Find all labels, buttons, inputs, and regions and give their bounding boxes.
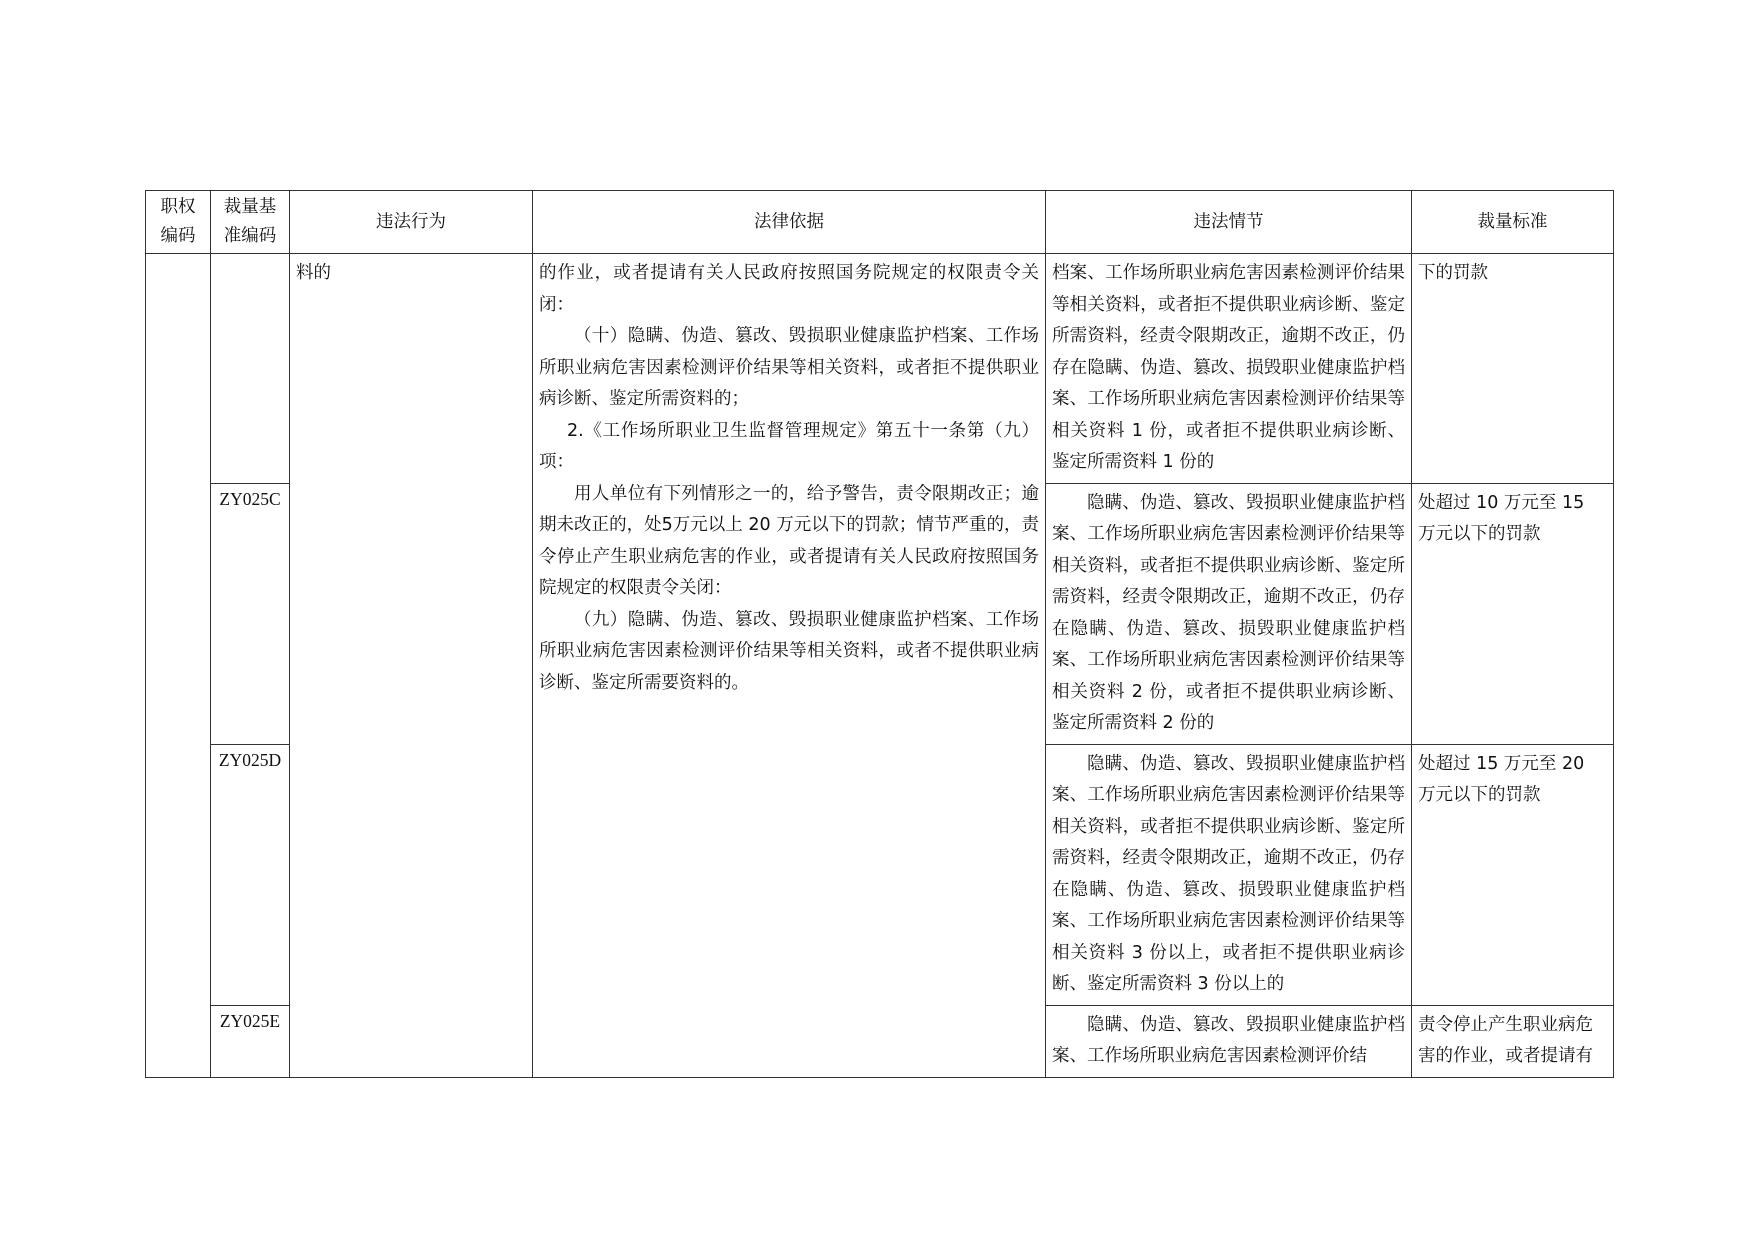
header-violation: 违法行为 (290, 191, 533, 254)
header-discretion-code: 裁量基准编码 (211, 191, 290, 254)
header-authority-code: 职权编码 (146, 191, 211, 254)
circumstance-cell (1046, 744, 1412, 1005)
standard-cell (1412, 483, 1614, 744)
legal-basis-paragraph: 的作业，或者提请有关人民政府按照国务院规定的权限责令关闭： (539, 263, 1039, 315)
circumstance-text: 隐瞒、伪造、篡改、毁损职业健康监护档案、工作场所职业病危害因素检测评价结 (1052, 1014, 1405, 1066)
standard-cell (1412, 254, 1614, 484)
header-circumstances: 违法情节 (1046, 191, 1412, 254)
authority-code-cell (146, 254, 211, 1078)
discretion-code-cell: ZY025D (211, 744, 290, 1005)
header-standard: 裁量标准 (1412, 191, 1614, 254)
legal-basis-paragraph: （十）隐瞒、伪造、篡改、毁损职业健康监护档案、工作场所职业病危害因素检测评价结果等相关资料，或者拒不提供职业病诊断、鉴定所需资料的； (539, 326, 1039, 409)
discretion-standard-table (145, 190, 1614, 1078)
legal-basis-cell (533, 254, 1046, 1078)
standard-text: 责令停止产生职业病危害的作业，或者提请有 (1418, 1014, 1593, 1066)
standard-cell (1412, 1005, 1614, 1077)
violation-text: 料的 (296, 263, 331, 283)
legal-basis-paragraph: （九）隐瞒、伪造、篡改、毁损职业健康监护档案、工作场所职业病危害因素检测评价结果等相关资料，或者不提供职业病诊断、鉴定所需要资料的。 (539, 609, 1039, 693)
circumstance-text: 隐瞒、伪造、篡改、毁损职业健康监护档案、工作场所职业病危害因素检测评价结果等相关资料，或者拒不提供职业病诊断、鉴定所需资料，经责令限期改正，逾期不改正，仍存在隐瞒、伪造、篡改、损毁职业健康监护档案、工作场所职业病危害因素检测评价结果等相关资料 3 份以上，或者拒不提供职业病诊断、鉴定所需资料 3 份以上的 (1052, 753, 1405, 994)
circumstance-cell (1046, 483, 1412, 744)
table-row (146, 254, 1614, 484)
standard-text: 处超过 15 万元至 20 万元以下的罚款 (1418, 753, 1585, 805)
standard-cell (1412, 744, 1614, 1005)
legal-basis-paragraph: 2.《工作场所职业卫生监督管理规定》第五十一条第（九）项： (539, 420, 1039, 472)
circumstance-text: 档案、工作场所职业病危害因素检测评价结果等相关资料，或者拒不提供职业病诊断、鉴定所需资料，经责令限期改正，逾期不改正，仍存在隐瞒、伪造、篡改、损毁职业健康监护档案、工作场所职业病危害因素检测评价结果等相关资料 1 份，或者拒不提供职业病诊断、鉴定所需资料 1 份的 (1052, 263, 1405, 472)
standard-text: 处超过 10 万元至 15 万元以下的罚款 (1418, 492, 1585, 544)
circumstance-cell (1046, 254, 1412, 484)
discretion-code-cell: ZY025C (211, 483, 290, 744)
discretion-code-cell: ZY025E (211, 1005, 290, 1077)
standard-text: 下的罚款 (1418, 263, 1488, 283)
circumstance-cell (1046, 1005, 1412, 1077)
circumstance-text: 隐瞒、伪造、篡改、毁损职业健康监护档案、工作场所职业病危害因素检测评价结果等相关资料，或者拒不提供职业病诊断、鉴定所需资料，经责令限期改正，逾期不改正，仍存在隐瞒、伪造、篡改、损毁职业健康监护档案、工作场所职业病危害因素检测评价结果等相关资料 2 份，或者拒不提供职业病诊断、鉴定所需资料 2 份的 (1052, 492, 1405, 733)
discretion-code-cell (211, 254, 290, 484)
header-row (146, 191, 1614, 254)
legal-basis-paragraph: 用人单位有下列情形之一的，给予警告，责令限期改正；逾期未改正的，处5万元以上 20 万元以下的罚款；情节严重的，责令停止产生职业病危害的作业，或者提请有关人民政府按照国务院规定的权限责令关闭： (539, 483, 1039, 598)
violation-cell (290, 254, 533, 1078)
header-legal-basis: 法律依据 (533, 191, 1046, 254)
